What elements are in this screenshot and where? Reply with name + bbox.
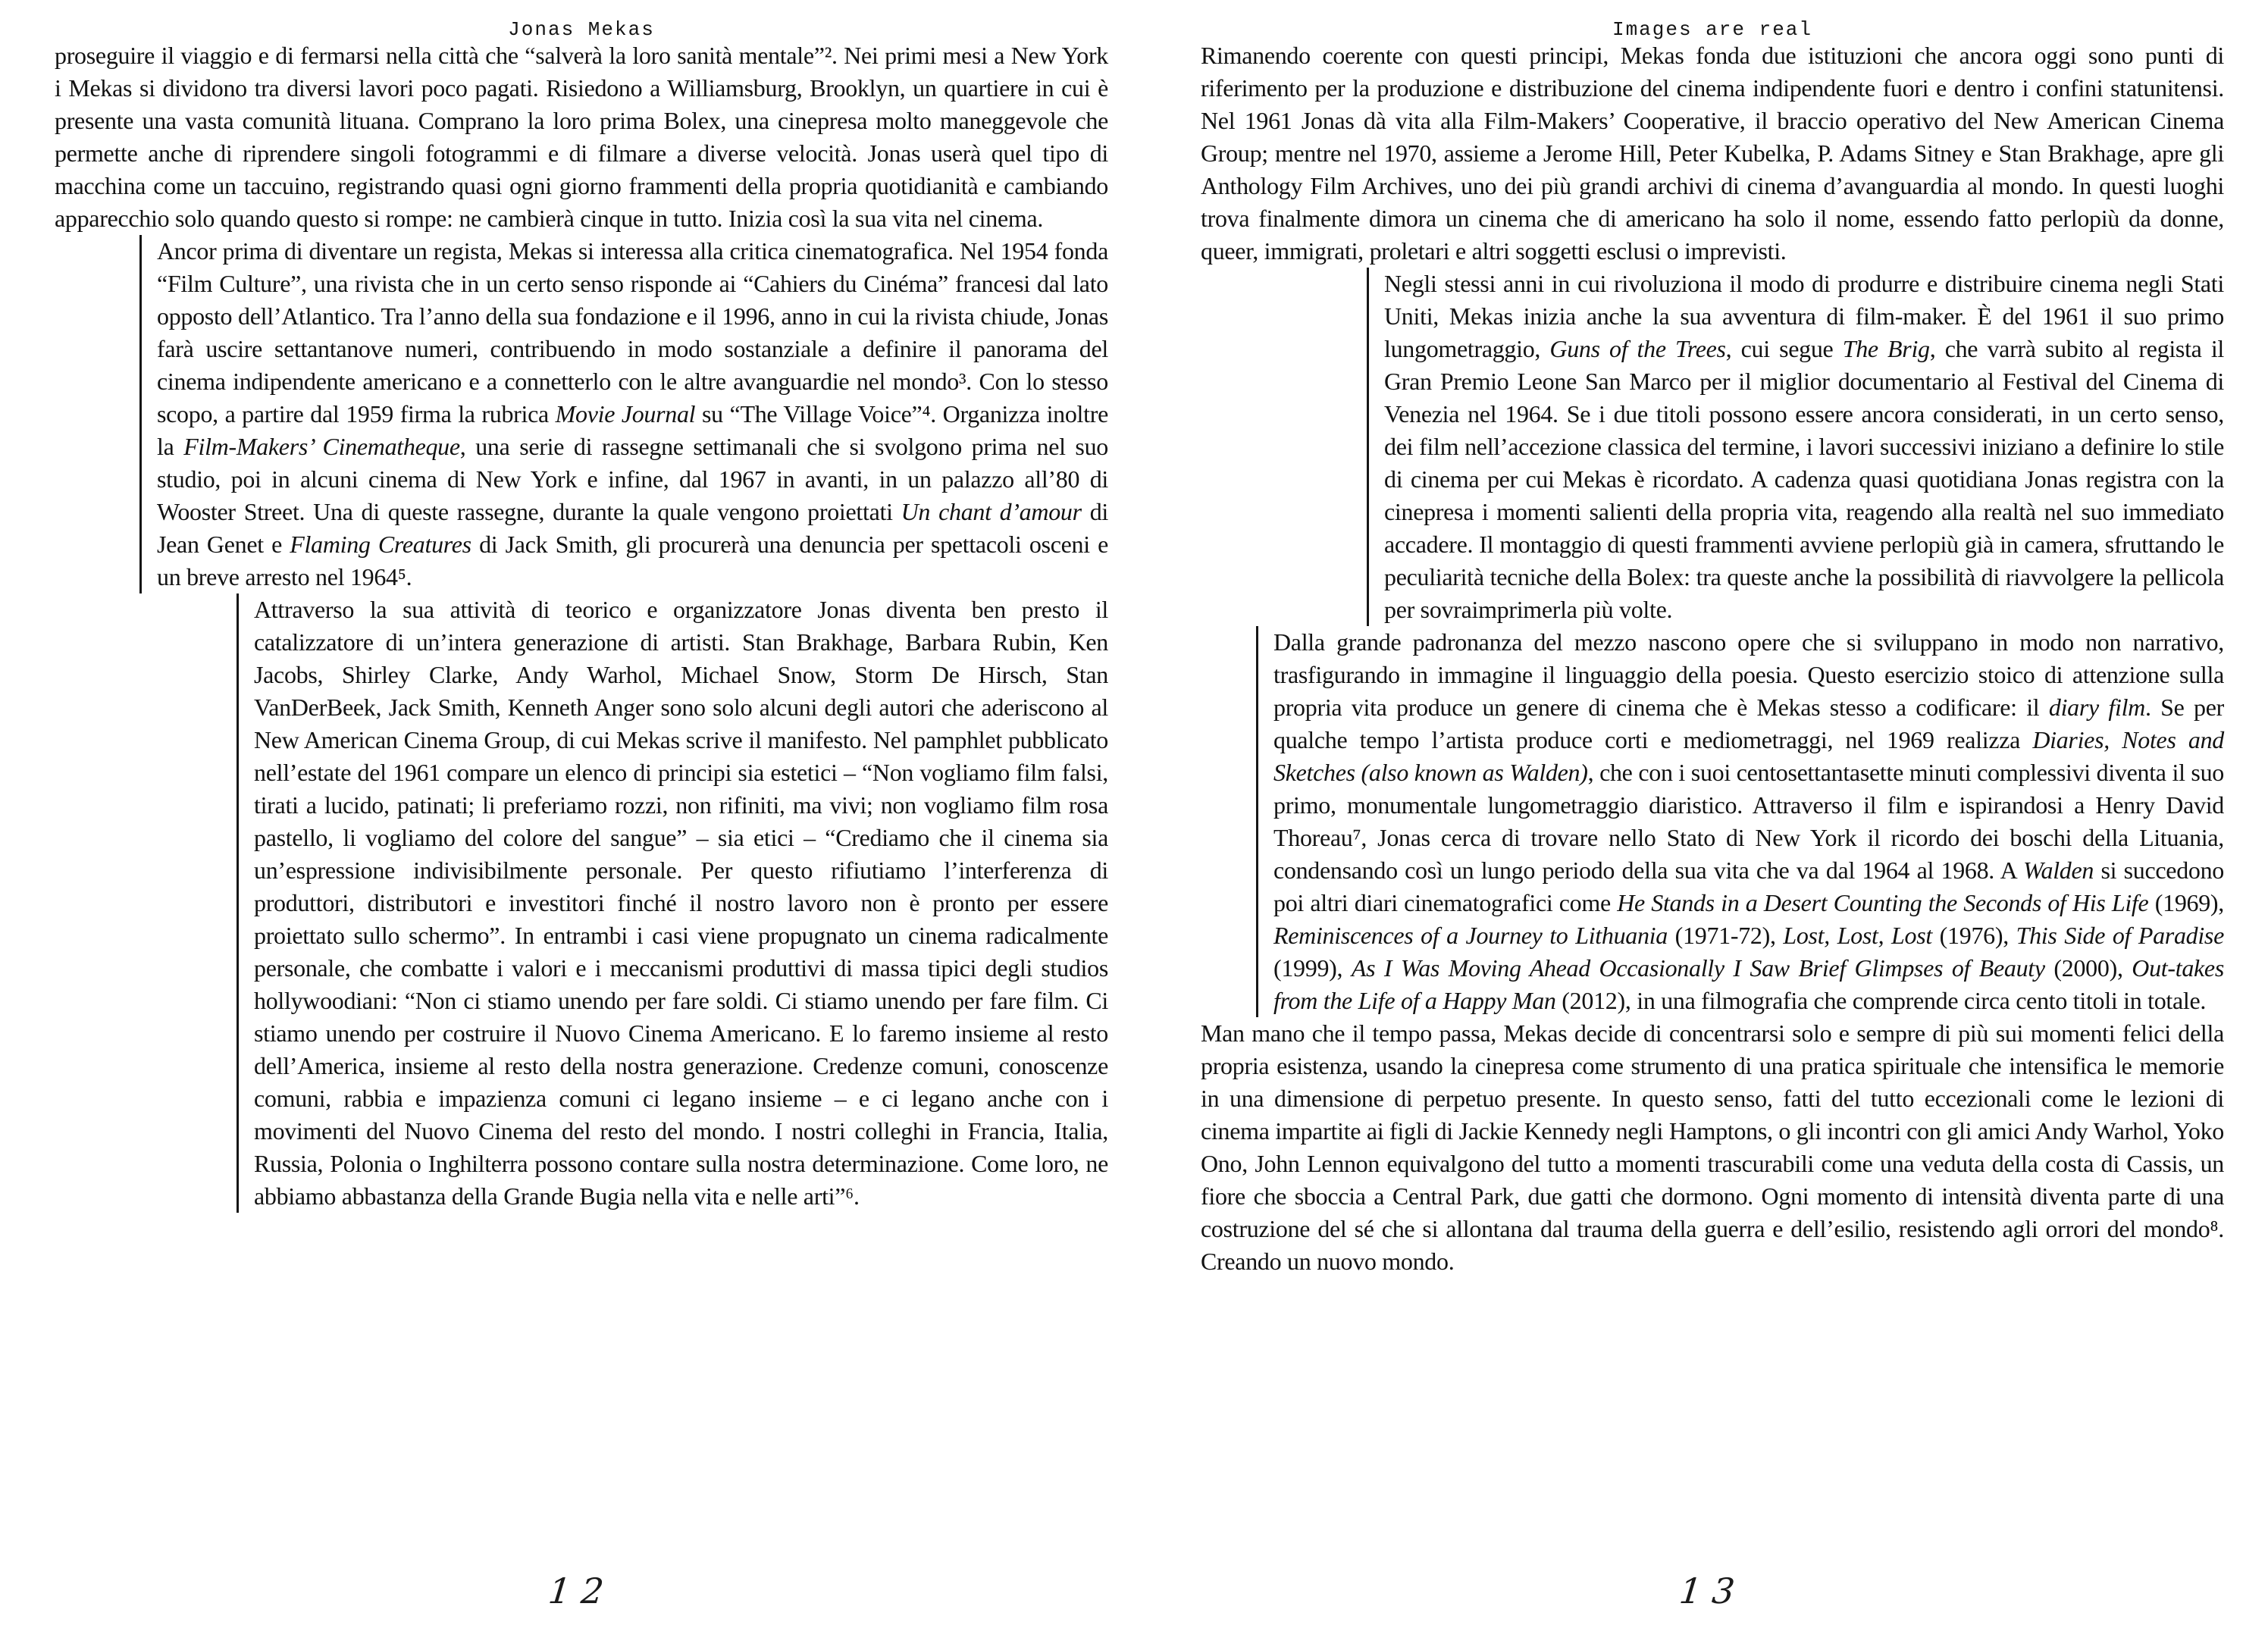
italic-title-text: As I Was Moving Ahead Occasionally I Saw Brief Glimpses of Beauty: [1351, 954, 2045, 982]
italic-title-text: Flaming Creatures: [290, 531, 471, 558]
italic-title-text: Out-takes from the Life of a Happy Man: [1273, 954, 2224, 1014]
page-body: [55, 39, 1108, 1213]
italic-title-text: The Brig: [1842, 335, 1930, 362]
body-text: si succedono poi altri diari cinematografici come: [1273, 857, 2224, 916]
italic-title-text: Film-Makers’ Cinematheque: [183, 433, 460, 460]
italic-title-text: Reminiscences of a Journey to Lithuania: [1273, 922, 1668, 949]
text-block: [1201, 1017, 2224, 1278]
page-body: [1201, 39, 2224, 1278]
body-text: Rimanendo coerente con questi principi, Mekas fonda due istituzioni che ancora oggi sono punti di riferimento per la produzione e distribuzione del cinema indipendente fuori e dentro i confini statunitensi. Nel 1961 Jonas dà vita alla Film-Makers’ Cooperative, il braccio operativo del New American Cinema Group; mentre nel 1970, assieme a Jerome Hill, Peter Kubelka, P. Adams Sitney e Stan Brakhage, apre gli Anthology Film Archives, uno dei più grandi archivi di cinema d’avanguardia al mondo. In questi luoghi trova finalmente dimora un cinema che di americano ha solo il nome, essendo fatto perlopiù da donne, queer, immigrati, proletari e altri soggetti esclusi o imprevisti.: [1201, 42, 2224, 265]
body-text: proseguire il viaggio e di fermarsi nella città che “salverà la loro sanità mentale”². Nei primi mesi a New York i Mekas si dividono tra diversi lavori poco pagati. Risiedono a Williamsburg, Brooklyn, un quartiere in cui è presente una vasta comunità lituana. Comprano la loro prima Bolex, una cinepresa molto maneggevole che permette anche di riprendere singoli fotogrammi e di filmare a diverse velocità. Jonas userà quel tipo di macchina come un taccuino, registrando quasi ogni giorno frammenti della propria quotidianità e cambiando apparecchio solo quando questo si rompe: ne cambierà cinque in tutto. Inizia così la sua vita nel cinema.: [55, 42, 1108, 232]
italic-title-text: He Stands in a Desert Counting the Seconds of His Life: [1617, 889, 2149, 916]
page-number-left: 12: [546, 1571, 617, 1611]
italic-title-text: Diaries, Notes and Sketches (also known as Walden): [1273, 726, 2224, 786]
page-right: [1201, 0, 2224, 1641]
page-left: [55, 0, 1108, 1641]
text-block: [55, 39, 1108, 235]
body-text: Dalla grande padronanza del mezzo nascono opere che si sviluppano in modo non narrativo, trasfigurando in immagine il linguaggio della poesia. Questo esercizio stoico di attenzione sulla propria vita produce un genere di cinema che è Mekas stesso a codificare: il: [1273, 628, 2224, 721]
quote-block: [139, 235, 1108, 593]
text-block: [1201, 39, 2224, 268]
body-text: su “The Village Voice”⁴. Organizza inoltre la: [157, 400, 1109, 460]
body-text: (1999),: [1273, 954, 1352, 982]
body-text: (1969),: [2148, 889, 2224, 916]
italic-title-text: diary film: [2048, 694, 2145, 721]
body-text: Man mano che il tempo passa, Mekas decide di concentrarsi solo e sempre di più sui momenti felici della propria esistenza, usando la cinepresa come strumento di una pratica spirituale che intensifica le memorie in una dimensione di perpetuo presente. In questo senso, fatti del tutto eccezionali come le lezioni di cinema impartite ai figli di Jackie Kennedy negli Hamptons, o gli incontri con gli amici Andy Warhol, Yoko Ono, John Lennon equivalgono del tutto a momenti trascurabili come una veduta della costa di Cassis, un fiore che sboccia a Central Park, due gatti che dormono. Ogni momento di intensità diventa parte di una costruzione del sé che si allontana dal trauma della guerra e dell’esilio, resistendo agli orrori del mondo⁸. Creando un nuovo mondo.: [1201, 1019, 2224, 1275]
body-text: (1971-72),: [1667, 922, 1784, 949]
italic-title-text: This Side of Paradise: [2016, 922, 2224, 949]
italic-title-text: Walden: [2023, 857, 2094, 884]
body-text: (2012), in una filmografia che comprende circa cento titoli in totale.: [1555, 987, 2207, 1014]
body-text: di Jean Genet e: [157, 498, 1108, 558]
body-text: Negli stessi anni in cui rivoluziona il modo di produrre e distribuire cinema negli Stati Uniti, Mekas inizia anche la sua avventura di film-maker. È del 1961 il suo primo lungometraggio,: [1384, 270, 2224, 362]
body-text: (1976),: [1931, 922, 2016, 949]
quote-block: [1256, 626, 2224, 1017]
running-header-right: Images are real: [1612, 18, 1813, 41]
body-text: Ancor prima di diventare un regista, Mekas si interessa alla critica cinematografica. Nel 1954 fonda “Film Culture”, una rivista che in un certo senso risponde ai “Cahiers du Cinéma” francesi dal lato opposto dell’Atlantico. Tra l’anno della sua fondazione e il 1996, anno in cui la rivista chiude, Jonas farà uscire settantanove numeri, contribuendo in modo sostanziale a definire il panorama del cinema indipendente americano e a connetterlo con le altre avanguardie nel mondo³. Con lo stesso scopo, a partire dal 1959 firma la rubrica: [157, 237, 1108, 427]
body-text: , che varrà subito al regista il Gran Premio Leone San Marco per il miglior documentario al Festival del Cinema di Venezia nel 1964. Se i due titoli possono essere ancora considerati, in un certo senso, dei film nell’accezione classica del termine, i lavori successivi iniziano a definire lo stile di cinema per cui Mekas è ricordato. A cadenza quasi quotidiana Jonas registra con la cinepresa i momenti salienti della propria vita, reagendo alla realtà nel suo immediato accadere. Il montaggio di questi frammenti avviene perlopiù già in camera, sfruttando le peculiarità tecniche della Bolex: tra queste anche la possibilità di riavvolgere la pellicola per sovraimprimerla più volte.: [1384, 335, 2225, 623]
italic-title-text: Lost, Lost, Lost: [1783, 922, 1932, 949]
running-header-left: Jonas Mekas: [508, 18, 655, 41]
page-number-right: 13: [1677, 1571, 1748, 1611]
quote-block: [1367, 268, 2224, 626]
italic-title-text: Movie Journal: [555, 400, 696, 427]
italic-title-text: Guns of the Trees: [1549, 335, 1726, 362]
quote-block: [237, 593, 1108, 1213]
body-text: (2000),: [2044, 954, 2132, 982]
body-text: . Se per qualche tempo l’artista produce corti e mediometraggi, nel 1969 realizza: [1273, 694, 2224, 753]
body-text: , che con i suoi centosettantasette minuti complessivi diventa il suo primo, monumentale lungometraggio diaristico. Attraverso il film e ispirandosi a Henry David Thoreau⁷, Jonas cerca di trovare nello Stato di New York il ricordo dei boschi della Lituania, condensando così un lungo periodo della sua vita che va dal 1964 al 1968. A: [1273, 759, 2224, 884]
body-text: , cui segue: [1725, 335, 1843, 362]
italic-title-text: Un chant d’amour: [901, 498, 1082, 525]
body-text: di Jack Smith, gli procurerà una denuncia per spettacoli osceni e un breve arresto nel 1964⁵.: [157, 531, 1109, 590]
body-text: , una serie di rassegne settimanali che si svolgono prima nel suo studio, poi in alcuni cinema di New York e infine, dal 1967 in avanti, in un palazzo all’80 di Wooster Street. Una di queste rassegne, durante la quale vengono proiettati: [157, 433, 1108, 525]
body-text: Attraverso la sua attività di teorico e organizzatore Jonas diventa ben presto il catalizzatore di un’intera generazione di artisti. Stan Brakhage, Barbara Rubin, Ken Jacobs, Shirley Clarke, Andy Warhol, Michael Snow, Storm De Hirsch, Stan VanDerBeek, Jack Smith, Kenneth Anger sono solo alcuni degli autori che aderiscono al New American Cinema Group, di cui Mekas scrive il manifesto. Nel pamphlet pubblicato nell’estate del 1961 compare un elenco di principi sia estetici – “Non vogliamo film falsi, tirati a lucido, patinati; li preferiamo rozzi, non rifiniti, ma vivi; non vogliamo film rosa pastello, li vogliamo del colore del sangue” – sia etici – “Crediamo che il cinema sia un’espressione indivisibilmente personale. Per questo rifiutiamo l’interferenza di produttori, distributori e investitori finché il nostro lavoro non è pronto per essere proiettato sullo schermo”. In entrambi i casi viene propugnato un cinema radicalmente personale, che combatte i valori e i meccanismi produttivi di massa tipici degli studios hollywoodiani: “Non ci stiamo unendo per fare soldi. Ci stiamo unendo per fare film. Ci stiamo unendo per costruire il Nuovo Cinema Americano. E lo faremo insieme al resto dell’America, insieme al resto della nostra generazione. Credenze comuni, conoscenze comuni, rabbia e impazienza comuni ci legano insieme – e ci legano anche con i movimenti del Nuovo Cinema del resto del mondo. I nostri colleghi in Francia, Italia, Russia, Polonia o Inghilterra possono contare sulla nostra determinazione. Come loro, ne abbiamo abbastanza della Grande Bugia nella vita e nelle arti”⁶.: [254, 596, 1108, 1210]
